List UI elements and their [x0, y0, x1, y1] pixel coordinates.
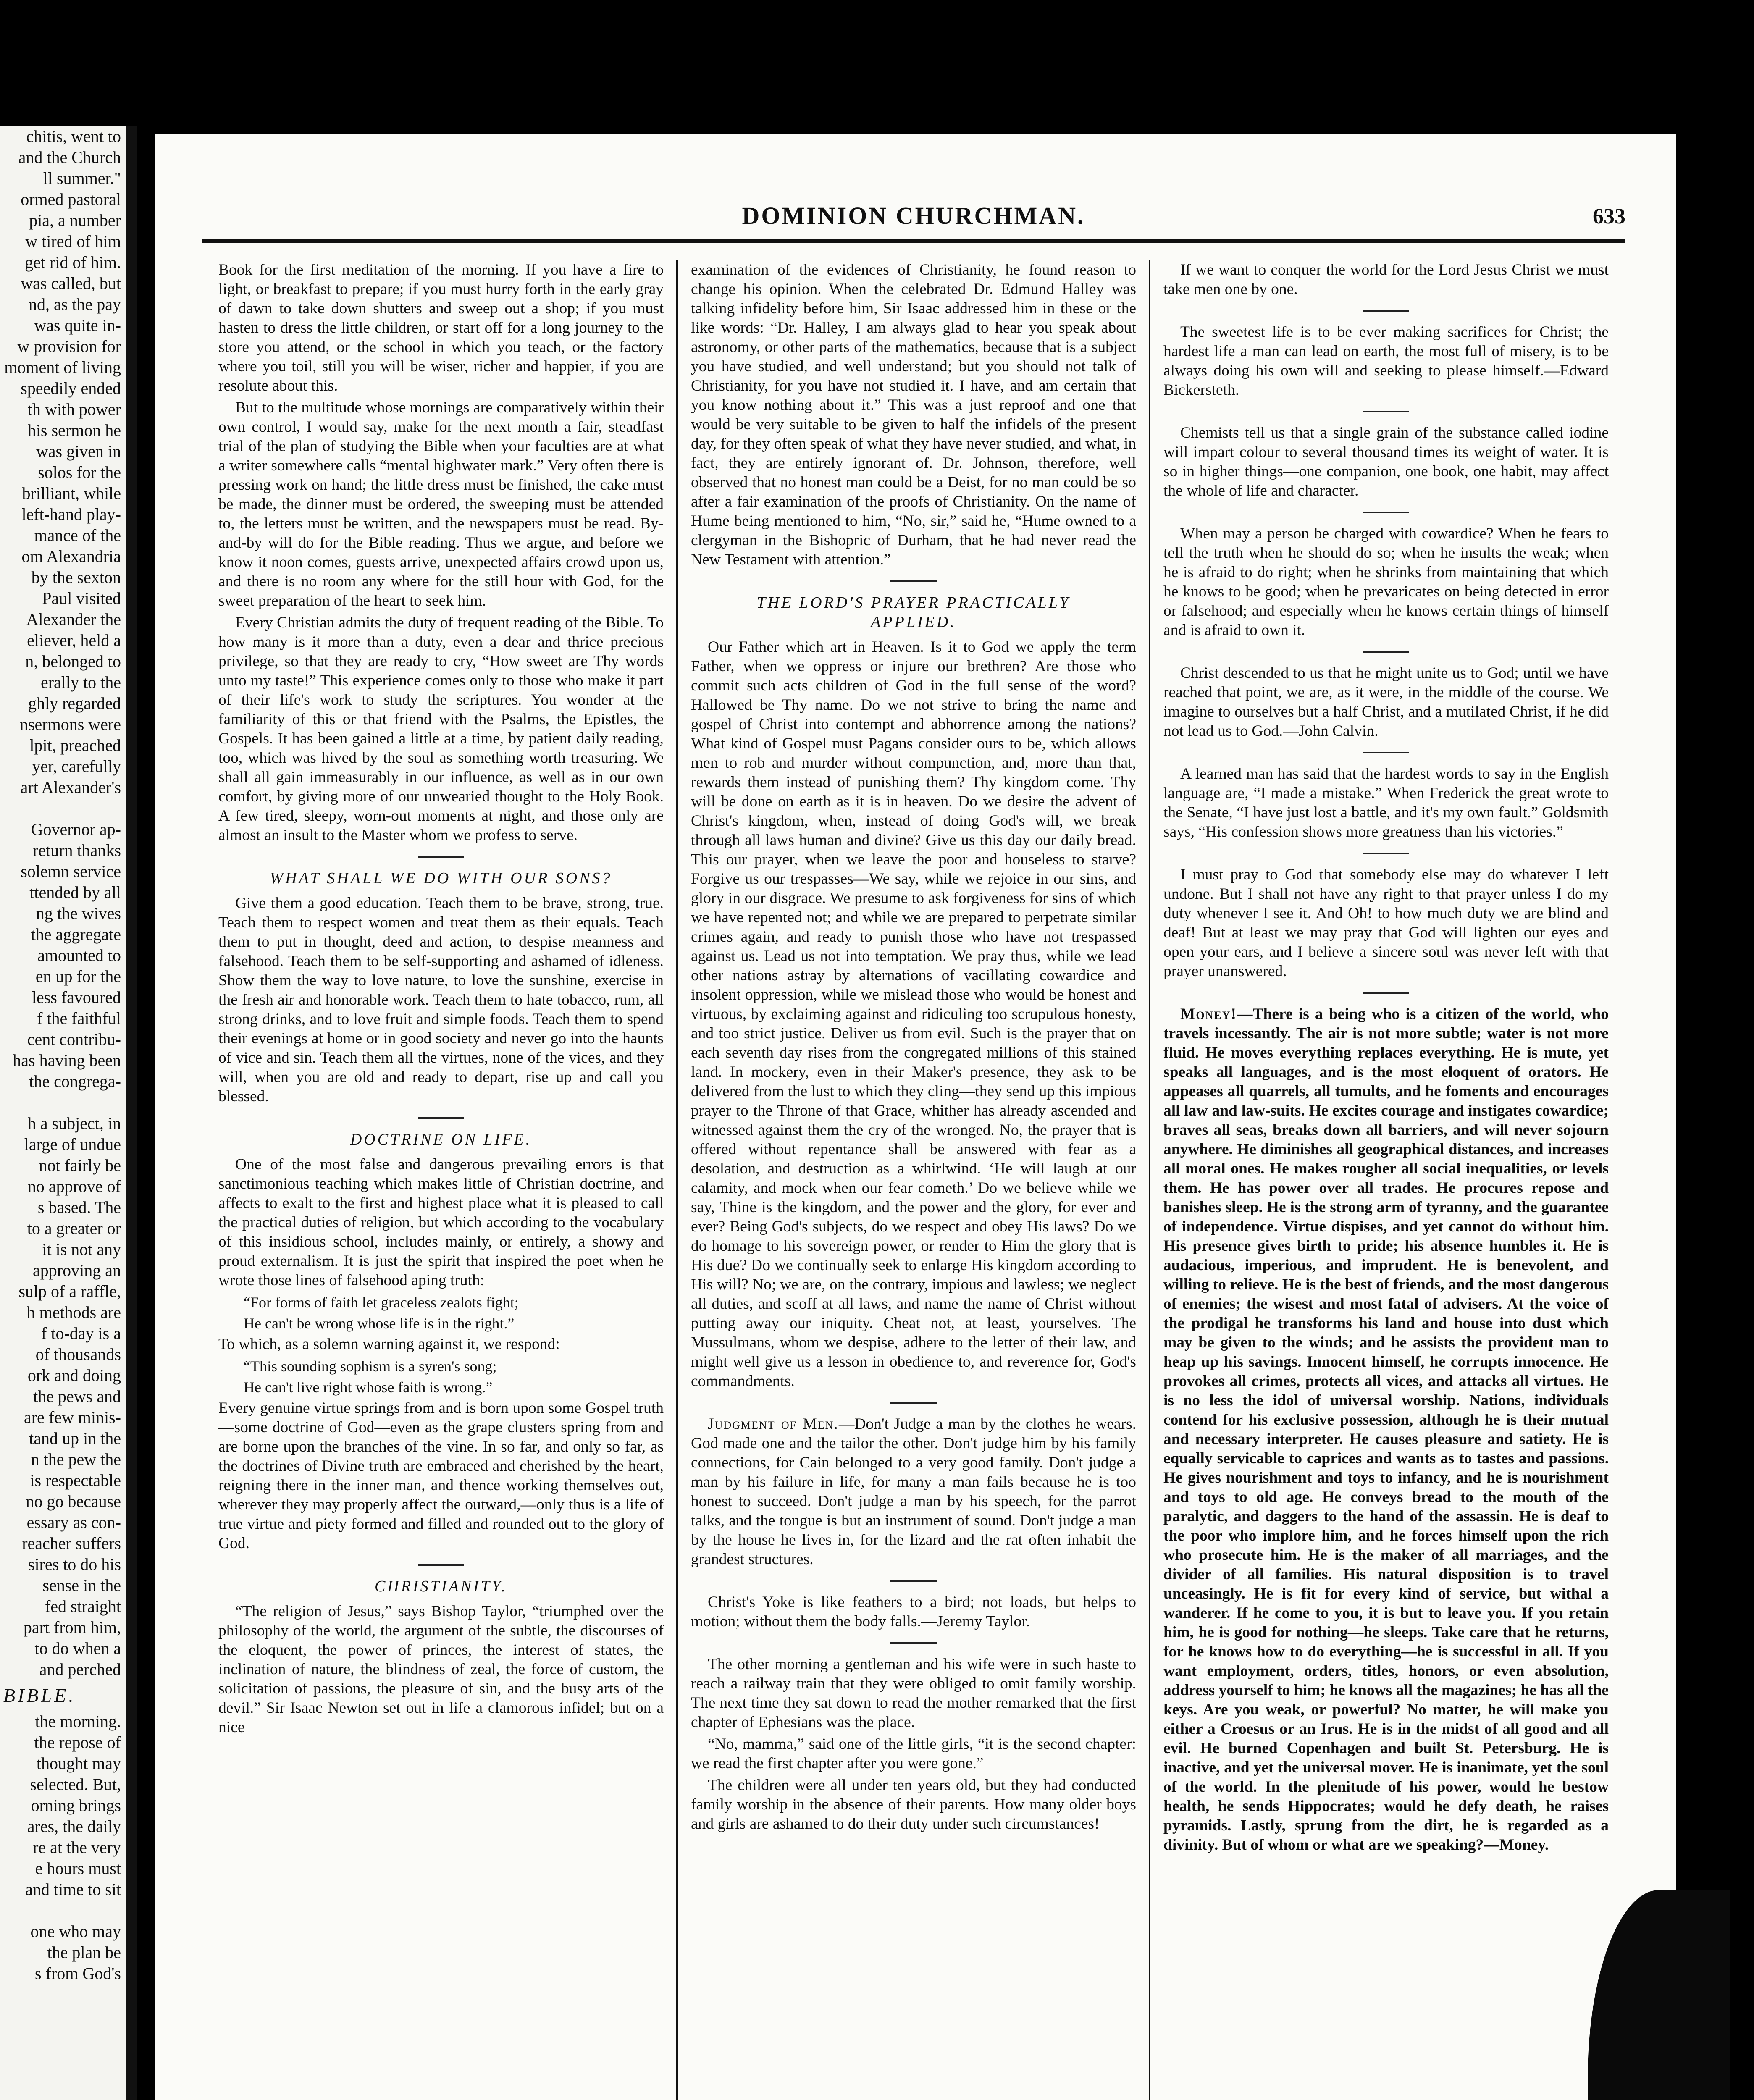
section-divider: [418, 856, 464, 858]
facing-line: Paul visited: [42, 589, 121, 608]
facing-line: the aggregate: [31, 925, 121, 944]
section-divider: [1363, 651, 1409, 653]
facing-page-fragment: [0, 126, 137, 2100]
paragraph: examination of the evidences of Christianity, he found reason to change his opinion. When the celebrated Dr. Edmund Halley was talking infidelity before him, Sir Isaac addressed him in these or the like words: “Dr. Halley, I am always glad to hear you speak about astronomy, or other parts of the mathematics, because that is a subject you have studied, and well understand; but you should not talk of Christianity, for you have not studied it. I have, and am certain that you know nothing about it.” This was a just reproof and one that would be very suitable to be given to half the infidels of the present day, for they often speak of what they have never studied, and what, in fact, they are entirely ignorant of. Dr. Johnson, therefore, well observed that no honest man could be a Deist, for no man could be so after a fair examination of the proofs of Christianity. On the name of Hume being mentioned to him, “No, sir,” said he, “Hume owned to a clergyman in the Bishopric of Durham, that he had never read the New Testament with attention.”: [691, 261, 1136, 568]
facing-line: approving an: [33, 1261, 121, 1280]
facing-line: f the faithful: [37, 1009, 121, 1028]
facing-line: solos for the: [38, 463, 121, 482]
facing-heading: BIBLE.: [3, 1685, 76, 1706]
facing-line: is respectable: [30, 1471, 121, 1490]
facing-line: Governor ap-: [31, 820, 121, 839]
section-divider: [418, 1117, 464, 1119]
paragraph: “The religion of Jesus,” says Bishop Taylor, “triumphed over the philosophy of the world, the argument of the subtle, the discourses of the eloquent, the power of princes, the interest of states, the inclination of nature, the blindness of zeal, the force of custom, the solicitation of passions, the pleasure of sin, and the busy arts of the devil.” Sir Isaac Newton set out in life a clamorous infidel; but on a nice: [218, 1603, 664, 1736]
facing-line: tand up in the: [29, 1429, 121, 1448]
facing-line: mance of the: [34, 526, 121, 545]
facing-line: moment of living: [4, 358, 121, 377]
facing-line: n the pew the: [31, 1450, 121, 1469]
section-divider: [1363, 752, 1409, 753]
facing-line: and time to sit: [25, 1880, 121, 1899]
paragraph: Book for the first meditation of the morning. If you have a fire to light, or breakfast to prepare; if you must hurry forth in the early gray of dawn to take down shutters and sweep out a shop; if you must hasten to dress the little children, or start off for a long journey to the store you attend, or the school in which you teach, or the factory where you toil, still you will be wiser, richer and happier, if you are resolute about this.: [218, 261, 664, 394]
facing-gap: [0, 1900, 126, 1921]
facing-line: the morning.: [35, 1712, 121, 1731]
section-heading: CHRISTIANITY.: [375, 1578, 507, 1595]
newspaper-page: [155, 134, 1676, 2100]
facing-line: ork and doing: [27, 1366, 121, 1385]
facing-line: re at the very: [33, 1838, 121, 1857]
facing-line: speedily ended: [21, 379, 121, 398]
facing-line: one who may: [30, 1922, 121, 1941]
facing-line: s from God's: [35, 1964, 121, 1983]
section-heading: THE LORD'S PRAYER PRACTICALLY: [756, 594, 1071, 612]
facing-line: sires to do his: [28, 1555, 121, 1574]
facing-text-column: [0, 126, 126, 1680]
facing-line: pia, a number: [29, 211, 121, 230]
facing-line: and perched: [39, 1660, 121, 1679]
facing-line: was called, but: [21, 274, 121, 293]
paragraph: One of the most false and dangerous prevailing errors is that sanctimonious teaching which makes little of Christian doctrine, and affects to exalt to the first and highest place what it is pleased to call the practical duties of religion, but which according to the vocabulary of this insidious school, includes mainly, or entirely, a showy and proud externalism. It is just the spirit that inspired the poet when he wrote those lines of falsehood aping truth:: [218, 1156, 664, 1289]
facing-line: erally to the: [40, 673, 121, 692]
facing-line: no go because: [26, 1492, 121, 1511]
paragraph: The other morning a gentleman and his wife were in such haste to reach a railway train that they were obliged to omit family worship. The next time they sat down to read the mother remarked that the first chapter of Ephesians was the place.: [691, 1656, 1136, 1731]
facing-line: n, belonged to: [25, 652, 121, 671]
facing-line: has having been: [13, 1051, 121, 1070]
facing-line: return thanks: [33, 841, 121, 860]
facing-line: eliever, held a: [27, 631, 121, 650]
facing-line: cent contribu-: [27, 1030, 121, 1049]
facing-line: ll summer.": [43, 169, 121, 188]
facing-text-column-2: [0, 1711, 126, 1984]
facing-line: chitis, went to: [26, 127, 121, 146]
facing-line: of thousands: [35, 1345, 121, 1364]
facing-line: selected. But,: [30, 1775, 121, 1794]
paragraph: Our Father which art in Heaven. Is it to God we apply the term Father, when we oppress or injure our brethren? Are those who commit such acts children of God in the full sense of the word? Hallowed be Thy name. Do we not strive to bring the name and gospel of Christ into contempt and abhorrence among the nations? What kind of Gospel must Pagans consider ours to be, which allows men to rob and murder without compunction, and, more than that, rewards them instead of punishing them? Thy kingdom come. Thy will be done on earth as it is in heaven. Do we desire the advent of Christ's kingdom, when, instead of doing God's will, we break through all laws human and divine? Give us this day our daily bread. This our prayer, when we leave the poor and houseless to starve? Forgive us our trespasses—We say, while we rejoice in our sins, and glory in our disgrace. We presume to ask forgiveness for sins of which we have repented not; and while we are prepared to perpetrate similar crimes again, and ready to punish those who have not trespassed against us. Lead us not into temptation. We pray thus, while we lead other nations astray by alternations of vacillating cowardice and insolent oppression, while we mislead those who would be honest and virtuous, by exclaiming against and ridiculing too scrupulous honesty, and too strict justice. Deliver us from evil. Such is the prayer that on each seventh day rises from the congregated millions of this stained land. In mockery, even in their Maker's presence, they ask to be delivered from the lust to which they cling—they send up this impious prayer to the Throne of that Grace, whither has already ascended and witnessed against them the cry of the wronged. No, the prayer that is offered without repentance shall be answered with fear as a desolation, and destruction as a whirlwind. ‘He will laugh at our calamity, and mock when our fear cometh.’ Do we believe while we say, Thine is the kingdom, and the power and the glory, for ever and ever? Being God's subjects, do we respect and obey His laws? Do we do homage to his sovereign power, or render to Him the glory that is His due? Do we continually seek to enlarge His kingdom according to His will? No; we are, on the contrary, impious and lawless; we neglect all duties, and scoff at all laws, and name the name of Christ without putting away our iniquity. Cheat not, at least, yourselves. The Mussulmans, whom we despise, adhere to the letter of their law, and might well give us a lesson in obedience to, and reverence for, God's commandments.: [691, 638, 1136, 1390]
paragraph-body: —There is a being who is a citizen of the world, who travels incessantly. The air is not more subtle; water is not more fluid. He moves everything replaces everything. He is mute, yet speaks all languages, and is the most eloquent of orators. He appeases all quarrels, all tumults, and he foments and encourages all law and law-suits. He excites courage and instigates cowardice; braves all seas, breaks down all barriers, and will never sojourn anywhere. He diminishes all geographical distances, and increases all moral ones. He makes rougher all social inequalities, or levels them. He has power over all trades. He procures repose and banishes sleep. He is the strong arm of tyranny, and the guarantee of independence. Virtue dispises, and yet cannot do without him. His presence gives birth to pride; his absence humbles it. He is audacious, imperious, and imprudent. He is benevolent, and willing to relieve. He is the best of friends, and the most dangerous of enemies; the wisest and most fatal of advisers. At the voice of the prodigal he transforms his land and house into dust which may be given to the winds; and he assists the provident man to heap up his savings. Innocent himself, he corrupts innocence. He provokes all crimes, protects all vices, and attacks all virtues. He is no less the idol of universal worship. Nations, individuals contend for his exclusive possession, although he is their mutual and necessary interpreter. He causes pleasure and satiety. He is equally servicable to caprices and wants as to tastes and passions. He gives nourishment and toys to infancy, and he is nourishment and toys to old age. He conveys bread to the mouth of the paralytic, and daggers to the hand of the assassin. He is deaf to the poor who implore him, and he forces himself upon the rich who prosecute him. He is the maker of all marriages, and the divider of all families. His natural disposition is to travel unceasingly. He is fit for every kind of service, but withal a wanderer. If he come to you, it is but to leave you. If you retain him, he is good for nothing—he sleeps. Take care that he returns, for he knows how to do everything—he is successful in all. If you want employment, orders, titles, honors, or even absolution, address yourself to him; he knows all the magazines; he has all the keys. Are you weak, or powerful? No matter, he will make you either a Croesus or an Irus. He is in the midst of all good and all evil. He burned Copenhagen and built St. Petersburg. He is inactive, and yet the universal mover. He is inanimate, yet the soul of the world. In the plenitude of his power, would he bestow health, he sends Hippocrates; would he defy death, he raises pyramids. Lastly, sprung from the dirt, he is regarded as a divinity. But of whom or what are we speaking?—Money.: [1163, 1005, 1609, 1853]
facing-line: was given in: [36, 442, 121, 461]
facing-line: yer, carefully: [32, 757, 121, 776]
paragraph: I must pray to God that somebody else may do whatever I left undone. But I shall not have any right to that prayer unless I do my duty whenever I see it. And Oh! to how much duty we are blind and deaf! But at least we may pray that God will lighten our eyes and open your ears, and I believe a sincere soul was never left with that prayer unanswered.: [1163, 866, 1609, 980]
paragraph: [691, 1415, 1136, 1569]
facing-line: th with power: [27, 400, 121, 419]
section-divider: [1363, 310, 1409, 312]
column-3: [1163, 260, 1609, 2100]
paragraph: To which, as a solemn warning against it, we respond:: [218, 1336, 560, 1353]
section-divider: [890, 1580, 937, 1582]
section-heading: DOCTRINE ON LIFE.: [350, 1131, 532, 1148]
facing-line: ares, the daily: [27, 1817, 121, 1836]
facing-line: essary as con-: [26, 1513, 121, 1532]
facing-line: lpit, preached: [29, 736, 121, 755]
facing-line: thought may: [36, 1754, 121, 1773]
section-divider: [418, 1564, 464, 1566]
facing-line: ng the wives: [36, 904, 121, 923]
facing-line: art Alexander's: [20, 778, 121, 797]
facing-line: sulp of a raffle,: [18, 1282, 121, 1301]
facing-line: no approve of: [27, 1177, 121, 1196]
publication-title: DOMINION CHURCHMAN.: [742, 202, 1085, 229]
facing-line: nd, as the pay: [29, 295, 121, 314]
facing-line: orning brings: [31, 1796, 121, 1815]
section-divider: [890, 1642, 937, 1644]
facing-line: ttended by all: [29, 883, 121, 902]
paragraph: When may a person be charged with cowardice? When he fears to tell the truth when he should do so; when he insults the weak; when he is afraid to do right; when he shrinks from maintaining that which he knows to be good; when he prevaricates on being detected in error or falsehood; and especially when he knows certain things of himself and is afraid to own it.: [1163, 525, 1609, 639]
section-divider: [890, 580, 937, 582]
paragraph: Christ's Yoke is like feathers to a bird; not loads, but helps to motion; without them the body falls.—Jeremy Taylor.: [691, 1593, 1136, 1630]
facing-line: w provision for: [17, 337, 121, 356]
section-divider: [890, 1402, 937, 1404]
facing-line: by the sexton: [31, 568, 121, 587]
paragraph: The sweetest life is to be ever making sacrifices for Christ; the hardest life a man can lead on earth, the most full of misery, is to be always doing his own will and seeking to please himself.—Edward Bickersteth.: [1163, 323, 1609, 399]
column-2: [691, 260, 1136, 2100]
facing-line: the pews and: [33, 1387, 121, 1406]
facing-line: amounted to: [37, 946, 121, 965]
section-heading: WHAT SHALL WE DO WITH OUR SONS?: [270, 869, 612, 887]
facing-line: to a greater or: [27, 1219, 121, 1238]
facing-line: fed straight: [45, 1597, 121, 1616]
facing-line: en up for the: [35, 967, 121, 986]
facing-line: the plan be: [47, 1943, 121, 1962]
section-divider: [1363, 512, 1409, 513]
facing-line: brilliant, while: [22, 484, 121, 503]
facing-line: and the Church: [18, 148, 121, 167]
facing-line: the congrega-: [29, 1072, 121, 1091]
paragraph: But to the multitude whose mornings are comparatively within their own control, I would say, make for the next month a fair, steadfast trial of the plan of studying the Bible when your faculties are at what a writer somewhere calls “mental highwater mark.” Very often there is pressing work on hand; the little dress must be finished, the cake must be made, the dinner must be ordered, the sweeping must be attended to, the letters must be written, and the newspapers must be read. By-and-by will do for the Bible reading. Thus we argue, and before we know it noon comes, guests arrive, unexpected affairs crowd upon us, and there is no room any where for the still hour with God, for the sweet preparation of the heart to seek him.: [218, 399, 664, 609]
paragraph: A learned man has said that the hardest words to say in the English language are, “I made a mistake.” When Frederick the great wrote to the Senate, “I have just lost a battle, and it's my own fault.” Goldsmith says, “His confession shows more greatness than his victories.”: [1163, 765, 1609, 840]
section-divider: [1363, 853, 1409, 854]
facing-line: his sermon he: [27, 421, 121, 440]
facing-line: nsermons were: [19, 715, 121, 734]
facing-line: it is not any: [42, 1240, 121, 1259]
masthead-rule: [202, 239, 1625, 243]
facing-gap: [0, 798, 126, 819]
facing-line: h methods are: [26, 1303, 121, 1322]
facing-line: get rid of him.: [25, 253, 121, 272]
facing-line: reacher suffers: [22, 1534, 121, 1553]
facing-line: less favoured: [32, 988, 121, 1007]
facing-line: the repose of: [34, 1733, 121, 1752]
paragraph: Every Christian admits the duty of frequent reading of the Bible. To how many is it more than a duty, even a dear and thrice precious privilege, so that they are ready to cry, “How sweet are Thy words unto my taste!” This experience comes only to those who make it part of their life's work to study the scriptures. You wonder at the familiarity of this or that friend with the Psalms, the Epistles, the Gospels. It has been gained a little at a time, by patient daily reading, too, which was hived by the soul as something worth treasuring. We shall all gain immeasurably in our influence, as well as in our own comfort, by giving more of our unwearied thought to the Holy Book. A few tired, sleepy, worn-out moments at night, and those only are almost an insult to the Master whom we profess to serve.: [218, 614, 664, 844]
paragraph-body: —Don't Judge a man by the clothes he wears. God made one and the tailor the other. Don't judge him by his family connections, for Cain belonged to a very good family. Don't judge a man by his failure in life, for many a man fails because he is too honest to succeed. Don't judge a man by his speech, for the parrot talks, and the tongue is but an instrument of sound. Don't judge a man by the house he lives in, for the lizard and the rat often inhabit the grandest structures.: [691, 1415, 1136, 1568]
facing-line: h a subject, in: [27, 1114, 121, 1133]
facing-line: w tired of him: [25, 232, 121, 251]
section-heading: APPLIED.: [871, 613, 956, 631]
facing-line: solemn service: [21, 862, 121, 881]
run-in-heading: Judgment of Men.: [708, 1415, 839, 1433]
paragraph: The children were all under ten years old, but they had conducted family worship in the absence of their parents. How many older boys and girls are ashamed to do their duty under such circumstances!: [691, 1777, 1136, 1832]
verse-line: “This sounding sophism is a syren's song;: [244, 1358, 497, 1375]
facing-line: large of undue: [24, 1135, 121, 1154]
paragraph: [1163, 1005, 1609, 1855]
page-number: 633: [1593, 205, 1625, 228]
facing-line: s based. The: [37, 1198, 121, 1217]
facing-line: was quite in-: [34, 316, 121, 335]
facing-line: sense in the: [42, 1576, 121, 1595]
facing-line: e hours must: [35, 1859, 121, 1878]
facing-line: not fairly be: [39, 1156, 121, 1175]
column-1: [218, 260, 664, 2100]
facing-line: left-hand play-: [21, 505, 121, 524]
paragraph: If we want to conquer the world for the Lord Jesus Christ we must take men one by one.: [1163, 261, 1609, 298]
run-in-heading: Money!: [1180, 1005, 1237, 1023]
facing-gap: [0, 1092, 126, 1113]
paragraph: Christ descended to us that he might unite us to God; until we have reached that point, we are, as it were, in the middle of the course. We imagine to ourselves but a half Christ, and a mutilated Christ, if he did not lead us to God.—John Calvin.: [1163, 664, 1609, 740]
facing-line: ghly regarded: [28, 694, 121, 713]
facing-line: part from him,: [23, 1618, 121, 1637]
facing-line: ormed pastoral: [21, 190, 121, 209]
facing-line: are few minis-: [24, 1408, 121, 1427]
paragraph: Give them a good education. Teach them to be brave, strong, true. Teach them to respect women and treat them as their equals. Teach them to put in thought, deed and action, to despise meanness and falsehood. Teach them to be self-supporting and ashamed of idleness. Show them the way to love nature, to love the sunshine, exercise in the fresh air and honorable work. Teach them to hate tobacco, rum, all strong drinks, and to love fruit and simple foods. Teach them to spend their evenings at home or in good society and never go into the haunts of vice and sin. Teach them all the virtues, none of the vices, and they will, when you are old and ready to depart, rise up and call you blessed.: [218, 895, 664, 1105]
section-divider: [1363, 992, 1409, 994]
verse-line: “For forms of faith let graceless zealots fight;: [244, 1294, 519, 1311]
facing-line: to do when a: [34, 1639, 121, 1658]
facing-line: Alexander the: [26, 610, 121, 629]
paragraph: Every genuine virtue springs from and is born upon some Gospel truth—some doctrine of God—even as the grape clusters spring from and are borne upon the branches of the vine. In so far, and only so far, as the doctrines of Divine truth are embraced and cherished by the heart, reigning there in the inner man, and thence working themselves out, wherever they may properly affect the outward,—only thus is a life of true virtue and piety formed and filled and rounded out to the glory of God.: [218, 1399, 664, 1552]
section-divider: [1363, 411, 1409, 412]
masthead: [202, 197, 1625, 244]
paragraph: Chemists tell us that a single grain of the substance called iodine will impart colour to several thousand times its weight of water. It is so in higher things—one companion, one book, one habit, may affect the whole of life and character.: [1163, 424, 1609, 499]
paragraph: “No, mamma,” said one of the little girls, “it is the second chapter: we read the first chapter after you were gone.”: [691, 1735, 1136, 1772]
column-divider: [1149, 260, 1150, 2100]
facing-line: om Alexandria: [21, 547, 121, 566]
verse-line: He can't be wrong whose life is in the right.”: [244, 1315, 515, 1332]
verse-line: He can't live right whose faith is wrong.”: [244, 1379, 493, 1396]
facing-line: f to-day is a: [41, 1324, 121, 1343]
column-divider: [676, 260, 678, 2100]
